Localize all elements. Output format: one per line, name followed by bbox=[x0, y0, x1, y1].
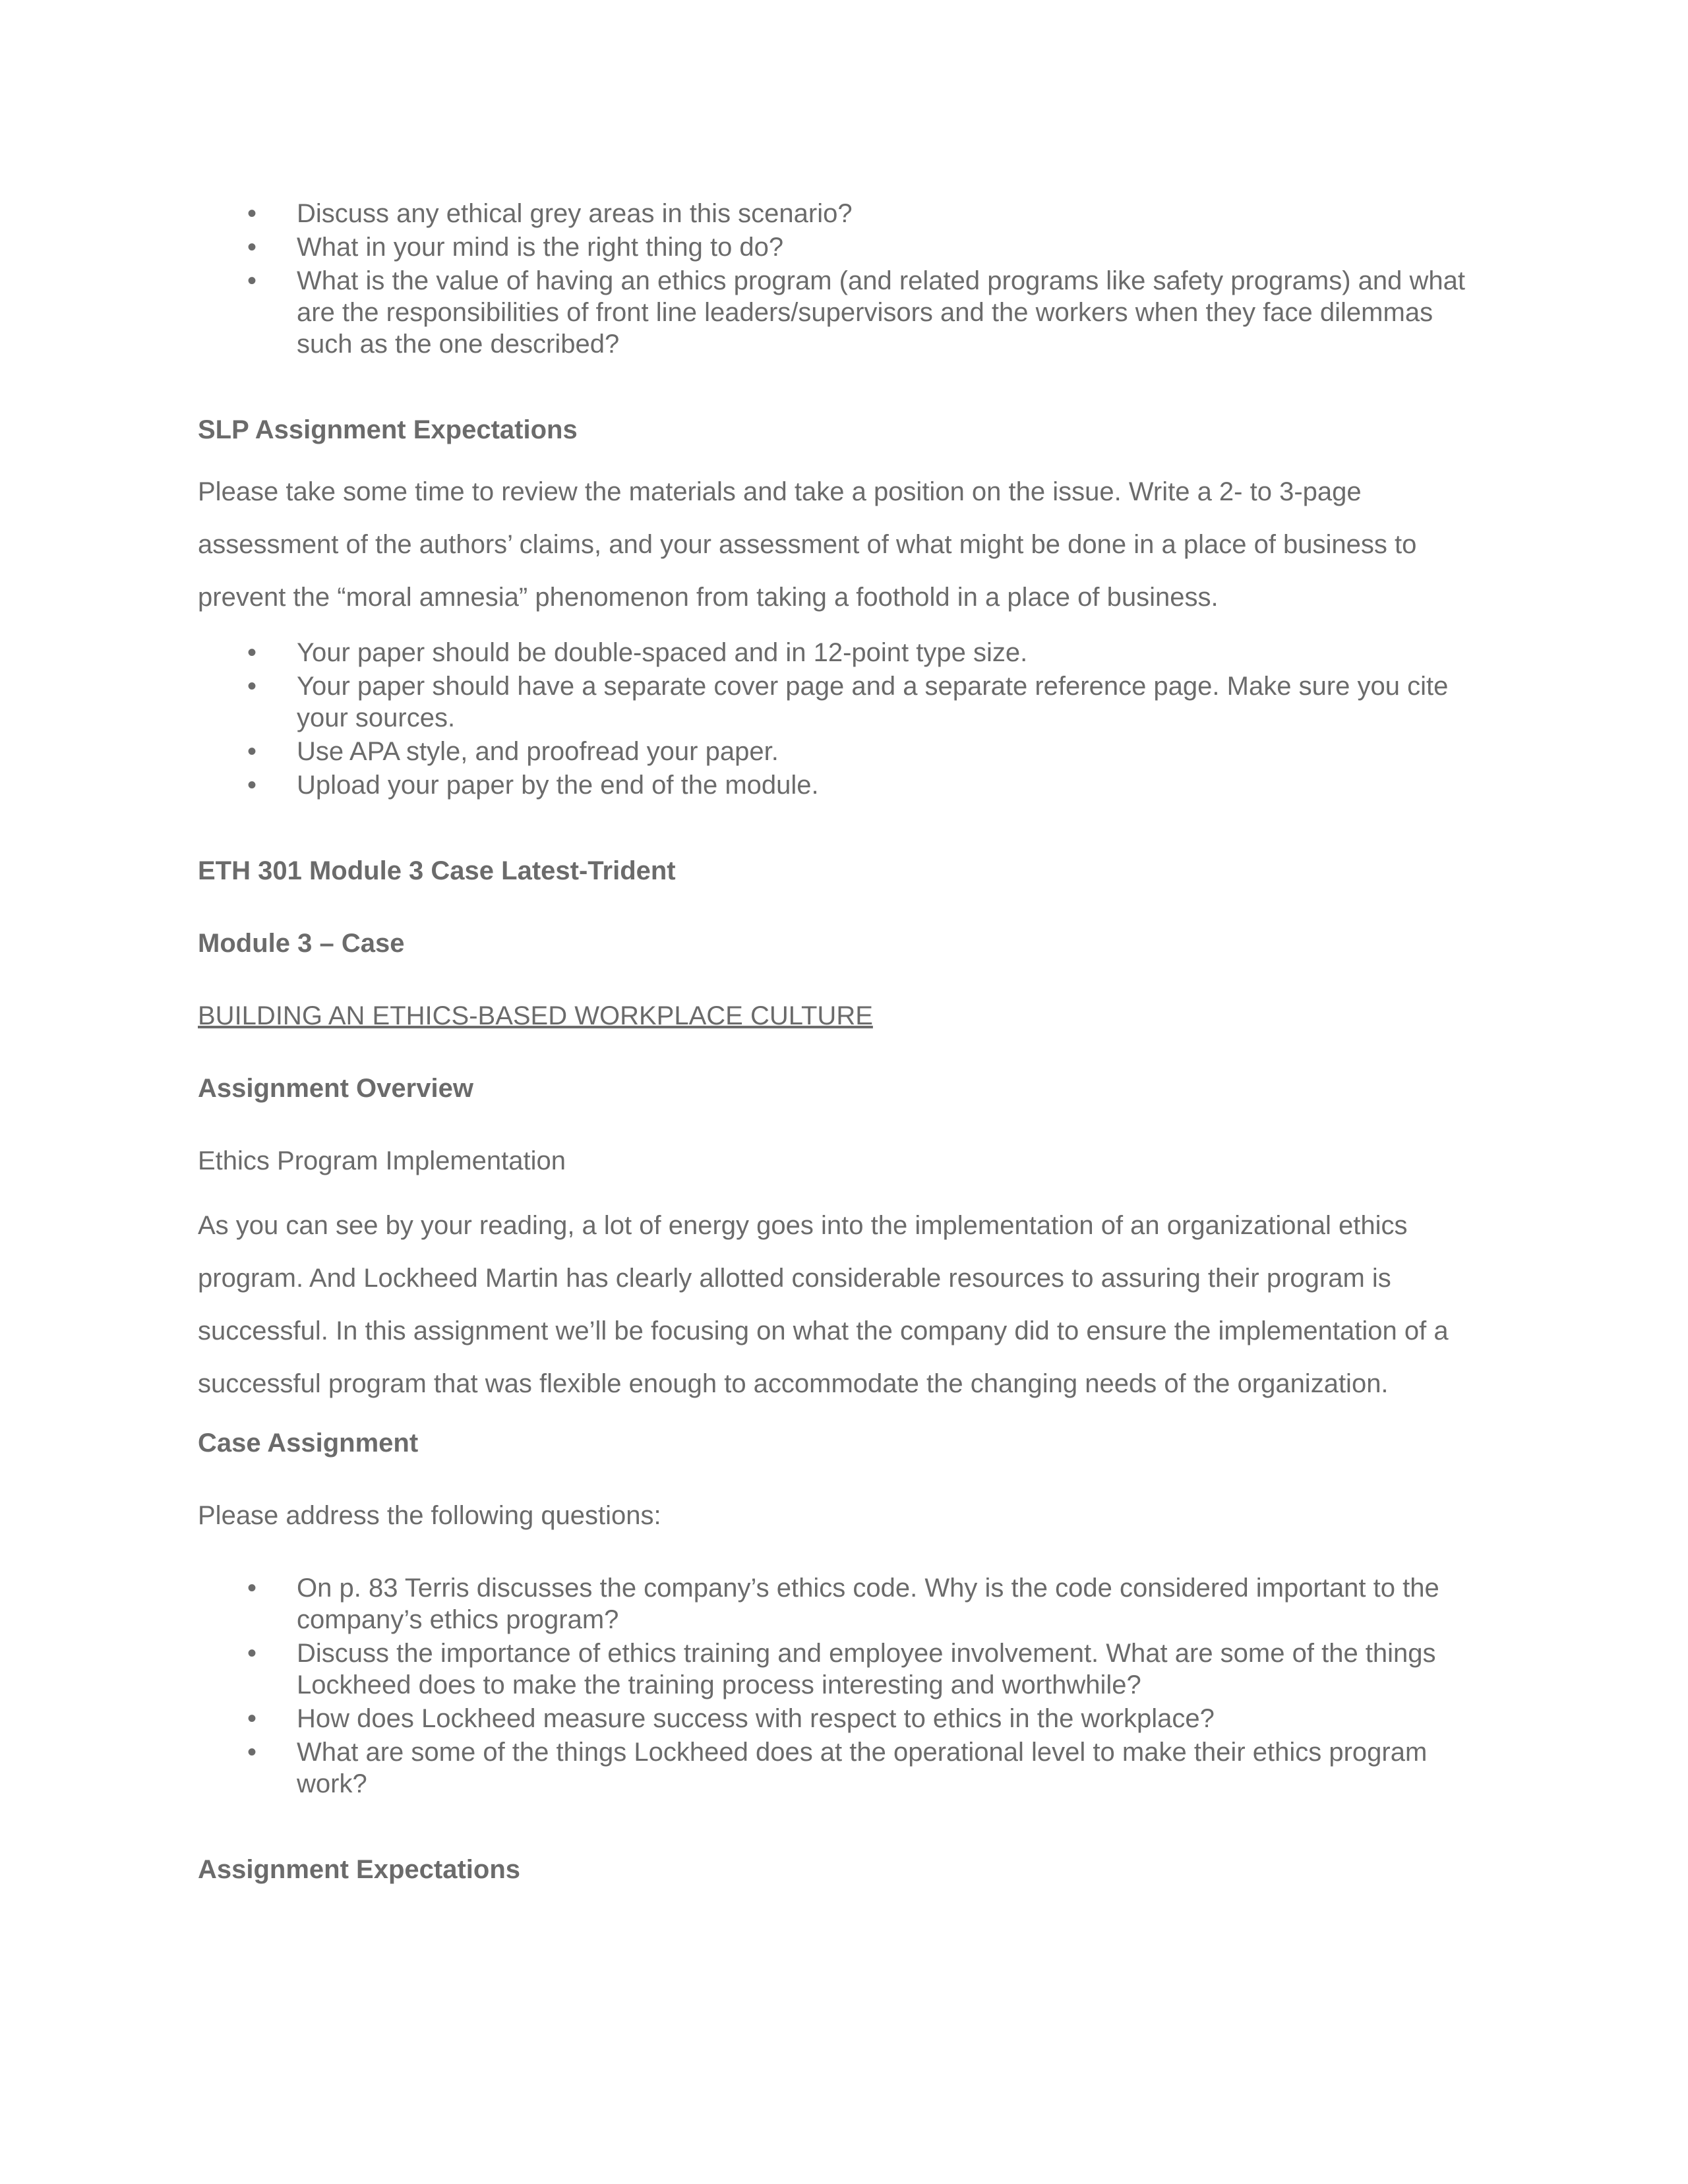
overview-subtitle: Ethics Program Implementation bbox=[198, 1146, 566, 1175]
list-item: • Upload your paper by the end of the module. bbox=[198, 769, 1490, 801]
list-item: • What is the value of having an ethics program (and related programs like safety programs) and what are the responsibilities of front line leaders/supervisors and the workers when they face dilemmas such as the one described? bbox=[198, 265, 1490, 360]
page-content bbox=[198, 198, 1490, 1885]
case-title: BUILDING AN ETHICS-BASED WORKPLACE CULTURE bbox=[198, 1001, 873, 1030]
list-item: • How does Lockheed measure success with respect to ethics in the workplace? bbox=[198, 1703, 1490, 1734]
assignment-overview-heading: Assignment Overview bbox=[198, 1074, 473, 1103]
scenario-questions-list bbox=[198, 198, 1490, 360]
list-item: • Discuss any ethical grey areas in this scenario? bbox=[198, 198, 1490, 229]
assignment-expectations-heading: Assignment Expectations bbox=[198, 1855, 521, 1884]
list-item: • What in your mind is the right thing to do? bbox=[198, 231, 1490, 263]
slp-paragraph: Please take some time to review the materials and take a position on the issue. Write a 2- to 3-page assessment of the authors’ claims, and your assessment of what might be done in a place of business to prevent the “moral amnesia” phenomenon from taking a foothold in a place of business. bbox=[198, 477, 1417, 612]
list-item: • Discuss the importance of ethics training and employee involvement. What are some of the things Lockheed does to make the training process interesting and worthwhile? bbox=[198, 1638, 1490, 1701]
case-questions-list bbox=[198, 1572, 1490, 1800]
list-item: • What are some of the things Lockheed does at the operational level to make their ethics program work? bbox=[198, 1736, 1490, 1800]
list-item: • Your paper should be double-spaced and in 12-point type size. bbox=[198, 637, 1490, 668]
module-case-heading: Module 3 – Case bbox=[198, 929, 405, 958]
slp-expectations-heading: SLP Assignment Expectations bbox=[198, 415, 578, 444]
case-intro: Please address the following questions: bbox=[198, 1501, 661, 1530]
case-assignment-heading: Case Assignment bbox=[198, 1429, 419, 1458]
list-item: • Use APA style, and proofread your paper. bbox=[198, 736, 1490, 767]
list-item: • On p. 83 Terris discusses the company’s ethics code. Why is the code considered important to the company’s ethics program? bbox=[198, 1572, 1490, 1636]
overview-paragraph: As you can see by your reading, a lot of energy goes into the implementation of an organizational ethics program. And Lockheed Martin has clearly allotted considerable resources to assuring their program is successful. In this assignment we’ll be focusing on what the company did to ensure the implementation of a successful program that was flexible enough to accommodate the changing needs of the organization. bbox=[198, 1211, 1449, 1398]
list-item: • Your paper should have a separate cover page and a separate reference page. Make sure you cite your sources. bbox=[198, 670, 1490, 734]
paper-requirements-list bbox=[198, 637, 1490, 801]
eth-module-heading: ETH 301 Module 3 Case Latest-Trident bbox=[198, 856, 676, 885]
